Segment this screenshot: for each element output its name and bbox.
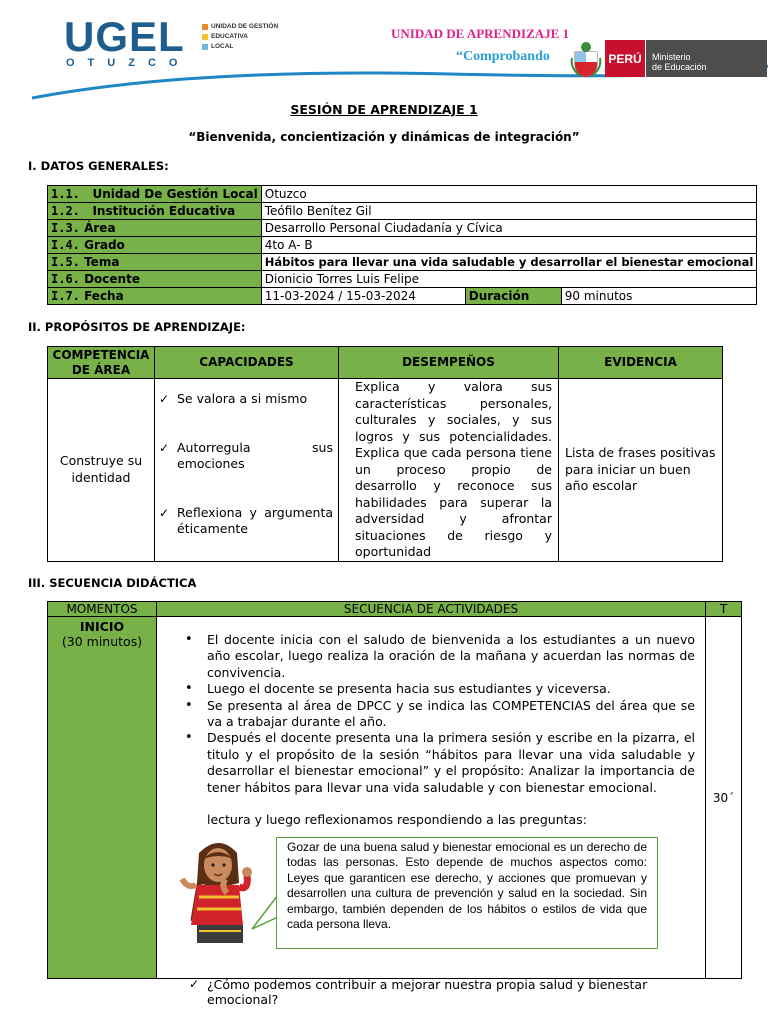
moment-duration: (30 minutos) xyxy=(61,634,143,649)
table-row xyxy=(48,254,757,271)
label-cell: I.7. Fecha xyxy=(48,288,262,305)
moment-name: INICIO xyxy=(79,619,125,634)
label-cell: I.4. Grado xyxy=(48,237,262,254)
section-heading-purposes: II. PROPÓSITOS DE APRENDIZAJE: xyxy=(28,320,246,334)
duration-value: 90 minutos xyxy=(561,288,757,305)
reading-bubble: Gozar de una buena salud y bienestar emocional es un derecho de todas las personas. Esto depende de muchos aspectos como: Leyes que garanticen ese derecho, y acciones que promuevan y desarrollen una cultura de prevención y salud en la sociedad. Sin embargo, también dependen de los hábitos o estilos de vida que cada persona lleva. xyxy=(276,837,658,949)
column-header: DESEMPEÑOS xyxy=(339,347,559,379)
desempenos-cell: Explica y valora sus características personales, culturales y sociales, y sus logros y sus potencialidades. Explica que cada persona tiene un proceso propio de desarrollo y reconoce sus habilidades para superar la adversidad y afrontar situaciones de riesgo y oportunidad xyxy=(339,379,559,562)
table-row xyxy=(48,288,757,305)
column-header: COMPETENCIA DE ÁREA xyxy=(48,347,155,379)
label-cell: I.5. Tema xyxy=(48,254,262,271)
value-cell: Desarrollo Personal Ciudadanía y Cívica xyxy=(261,220,757,237)
moment-cell xyxy=(48,617,157,979)
table-row xyxy=(48,186,757,203)
ugel-logo-word: UGEL xyxy=(64,13,185,60)
label-cell: I.6. Docente xyxy=(48,271,262,288)
legend-row: LOCAL xyxy=(202,42,278,52)
table-row xyxy=(48,379,723,562)
table-row xyxy=(48,203,757,220)
checkmark-icon: ✓ xyxy=(159,505,170,520)
unit-title: UNIDAD DE APRENDIZAJE 1 xyxy=(391,26,570,41)
column-header: T xyxy=(706,602,742,617)
didactic-sequence-table xyxy=(47,601,742,1007)
general-data-table xyxy=(47,185,757,305)
competencia-cell: Construye su identidad xyxy=(48,379,155,562)
checkmark-icon: ✓ xyxy=(159,392,170,406)
column-header: SECUENCIA DE ACTIVIDADES xyxy=(157,602,706,617)
column-header: CAPACIDADES xyxy=(155,347,339,379)
peru-coat-of-arms-icon xyxy=(570,40,602,78)
table-row xyxy=(48,237,757,254)
list-item: • Se presenta al área de DPCC y se indica las COMPETENCIAS del área que se va a trabajar durante el año. xyxy=(157,698,695,731)
peru-label: PERÚ xyxy=(605,40,645,77)
legend-row: UNIDAD DE GESTIÓN xyxy=(202,22,278,32)
checkmark-icon: ✓ xyxy=(159,440,170,455)
column-header: EVIDENCIA xyxy=(559,347,723,379)
value-cell: 11-03-2024 / 15-03-2024 xyxy=(261,288,465,305)
table-header-row xyxy=(48,602,742,617)
ugel-logo-legend xyxy=(202,22,278,52)
activity-list xyxy=(157,632,695,796)
duration-label: Duración xyxy=(465,288,561,305)
purposes-table xyxy=(47,346,723,562)
ugel-logo-subtitle: OTUZCO xyxy=(66,57,191,69)
section-heading-didactic-sequence: III. SECUENCIA DIDÁCTICA xyxy=(28,576,197,590)
legend-row: EDUCATIVA xyxy=(202,32,278,42)
table-header-row xyxy=(48,347,723,379)
activities-cell xyxy=(157,617,706,1007)
value-cell: Otuzco xyxy=(261,186,757,203)
label-cell: 1.2. Institución Educativa xyxy=(48,203,262,220)
session-subtitle: “Bienvenida, concientización y dinámicas de integración” xyxy=(188,130,580,144)
section-heading-general-data: I. DATOS GENERALES: xyxy=(28,159,169,173)
reflection-question: ✓ ¿Cómo podemos contribuir a mejorar nuestra propia salud y bienestar emocional? xyxy=(189,977,648,1007)
table-row xyxy=(48,220,757,237)
capacidad-item: ✓ Se valora a si mismo xyxy=(159,391,308,406)
evidencia-cell: Lista de frases positivas para iniciar un buen año escolar xyxy=(559,379,723,562)
table-row xyxy=(48,271,757,288)
value-cell: Teófilo Benítez Gil xyxy=(261,203,757,220)
capacidad-item: ✓ Autorregula sus emociones xyxy=(159,439,333,471)
list-item: • Luego el docente se presenta hacia sus estudiantes y viceversa. xyxy=(157,681,695,697)
label-cell: 1.1. Unidad De Gestión Local xyxy=(48,186,262,203)
value-cell: Dionicio Torres Luis Felipe xyxy=(261,271,757,288)
value-cell: Hábitos para llevar una vida saludable y desarrollar el bienestar emocional xyxy=(261,254,757,271)
list-item: • Después el docente presenta una la primera sesión y escribe en la pizarra, el titulo y el propósito de la sesión “hábitos para llevar una vida saludable y desarrollar el bienestar emocional” y el propósito: Analizar la importancia de tener hábitos para llevar una vida saludable y con bienestar emocional. xyxy=(157,730,695,796)
ministry-label: Ministerio de Educación xyxy=(645,40,767,77)
capacidad-item: ✓ Reflexiona y argumenta éticamente xyxy=(159,504,333,536)
table-row xyxy=(48,617,742,979)
session-title: SESIÓN DE APRENDIZAJE 1 xyxy=(290,102,478,117)
column-header: MOMENTOS xyxy=(48,602,157,617)
checkmark-icon: ✓ xyxy=(189,977,200,991)
value-cell: 4to A- B xyxy=(261,237,757,254)
reading-line: lectura y luego reflexionamos respondiendo a las preguntas: xyxy=(207,812,587,828)
list-item: • El docente inicia con el saludo de bienvenida a los estudiantes a un nuevo año escolar, luego realiza la oración de la mañana y acuerdan las normas de convivencia. xyxy=(157,632,695,681)
unit-quote: “Comprobando xyxy=(456,49,550,64)
label-cell: I.3. Área xyxy=(48,220,262,237)
capacidades-cell xyxy=(155,379,339,562)
student-girl-illustration-icon xyxy=(171,835,261,945)
time-cell: 30´ xyxy=(706,617,742,979)
